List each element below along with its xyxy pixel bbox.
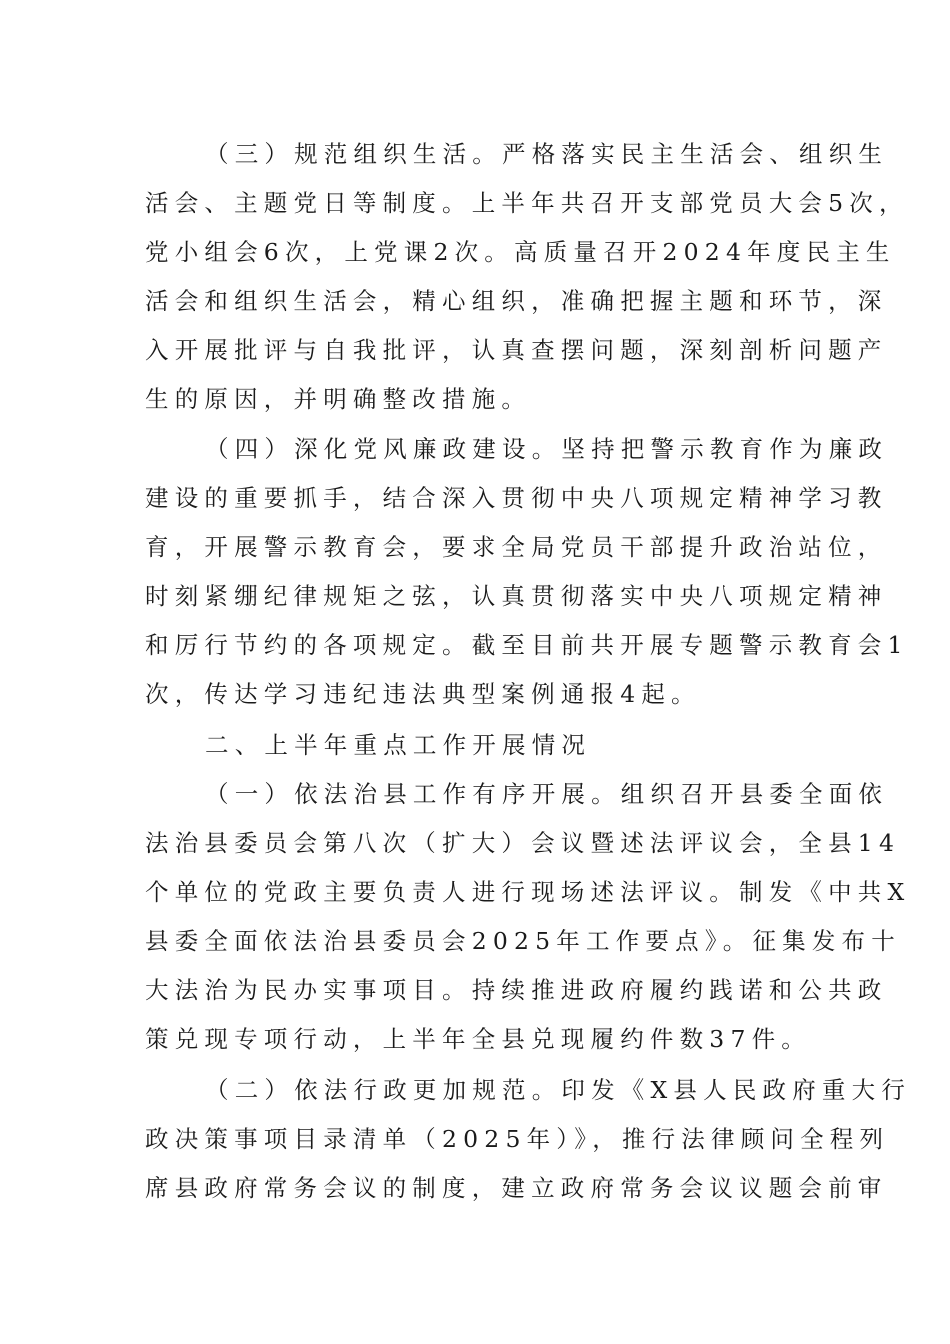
text-line: 大法治为民办实事项目。持续推进政府履约践诺和公共政 — [145, 976, 888, 1004]
text-line: （二）依法行政更加规范。印发《X县人民政府重大行 — [205, 1076, 912, 1104]
text-line: 建设的重要抓手，结合深入贯彻中央八项规定精神学习教 — [145, 484, 888, 512]
text-line: （三）规范组织生活。严格落实民主生活会、组织生 — [205, 140, 889, 168]
text-line: 和厉行节约的各项规定。截至目前共开展专题警示教育会1 — [145, 631, 909, 659]
section-heading: 二、上半年重点工作开展情况 — [205, 731, 592, 759]
text-line: 活会、主题党日等制度。上半年共召开支部党员大会5次， — [145, 189, 909, 217]
text-line: 个单位的党政主要负责人进行现场述法评议。制发《中共X — [145, 878, 911, 906]
text-line: 育，开展警示教育会，要求全局党员干部提升政治站位， — [145, 533, 888, 561]
text-line: 党小组会6次，上党课2次。高质量召开2024年度民主生 — [145, 238, 896, 266]
text-line: 次，传达学习违纪违法典型案例通报4起。 — [145, 680, 701, 708]
text-line: 时刻紧绷纪律规矩之弦，认真贯彻落实中央八项规定精神 — [145, 582, 888, 610]
text-line: 政决策事项目录清单（2025年）》，推行法律顾问全程列 — [145, 1125, 890, 1153]
text-line: 入开展批评与自我批评，认真查摆问题，深刻剖析问题产 — [145, 336, 888, 364]
text-line: 县委全面依法治县委员会2025年工作要点》。征集发布十 — [145, 927, 901, 955]
text-line: 法治县委员会第八次（扩大）会议暨述法评议会，全县14 — [145, 829, 901, 857]
text-line: （一）依法治县工作有序开展。组织召开县委全面依 — [205, 780, 889, 808]
text-line: 活会和组织生活会，精心组织，准确把握主题和环节，深 — [145, 287, 888, 315]
text-line: 生的原因，并明确整改措施。 — [145, 385, 532, 413]
text-line: 策兑现专项行动，上半年全县兑现履约件数37件。 — [145, 1025, 812, 1053]
text-line: 席县政府常务会议的制度，建立政府常务会议议题会前审 — [145, 1174, 888, 1202]
text-line: （四）深化党风廉政建设。坚持把警示教育作为廉政 — [205, 435, 889, 463]
